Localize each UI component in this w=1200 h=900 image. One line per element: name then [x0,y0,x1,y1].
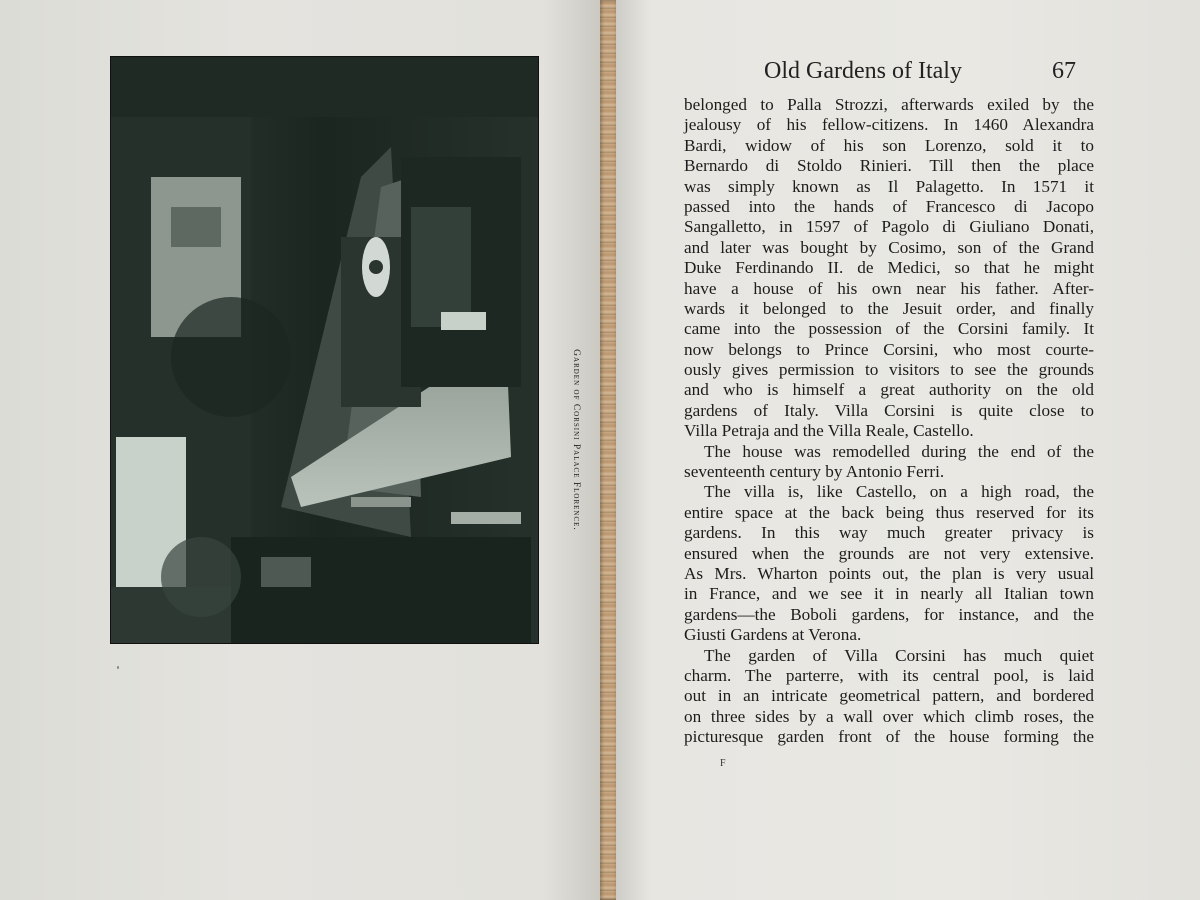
text-line: picturesque garden front of the house forming the [684,727,1094,747]
text-line: Bernardo di Stoldo Rinieri. Till then the place [684,156,1094,176]
paper-speck [117,666,119,669]
text-line: and later was bought by Cosimo, son of the Grand [684,237,1094,257]
plate-caption [567,220,581,660]
text-line: ously gives permission to visitors to see the grounds [684,360,1094,380]
garden-photo-image [111,57,538,643]
text-line: passed into the hands of Francesco di Jacopo [684,196,1094,216]
text-line: The villa is, like Castello, on a high road, the [704,482,1094,502]
signature-mark: F [720,758,726,769]
text-line: belonged to Palla Strozzi, afterwards exiled by the [684,95,1094,114]
text-line: The garden of Villa Corsini has much quiet [704,645,1094,665]
text-line: was simply known as Il Palagetto. In 1571 it [684,176,1094,196]
text-line: Bardi, widow of his son Lorenzo, sold it to [684,135,1094,155]
text-line: As Mrs. Wharton points out, the plan is very usual [684,563,1094,583]
text-line: out in an intricate geometrical pattern, and bordered [684,686,1094,706]
body-text [684,95,1094,748]
text-line: Giusti Gardens at Verona. [684,625,862,645]
text-line: and who is himself a great authority on the old [684,380,1094,400]
text-line: in France, and we see it in nearly all Italian town [684,584,1094,604]
text-line: now belongs to Prince Corsini, who most courte- [684,339,1094,359]
text-line: entire space at the back being thus reserved for its [684,502,1094,522]
text-line: Villa Petraja and the Villa Reale, Castello. [684,421,974,441]
running-head: Old Gardens of Italy [764,58,962,84]
text-line: seventeenth century by Antonio Ferri. [684,462,945,482]
text-line: gardens—the Boboli gardens, for instance, and the [684,604,1094,624]
text-line: gardens of Italy. Villa Corsini is quite close to [684,400,1094,420]
text-line: The house was remodelled during the end of the [704,441,1094,461]
text-line: have a house of his own near his father. After- [684,278,1094,298]
text-line: jealousy of his fellow-citizens. In 1460 Alexandra [684,115,1094,135]
page-number: 67 [1052,58,1076,84]
garden-photograph [110,56,539,644]
text-line: wards it belonged to the Jesuit order, and finally [684,298,1094,318]
text-line: gardens. In this way much greater privacy is [684,523,1094,543]
plate-caption-text: Garden of Corsini Palace Florence. [571,349,581,531]
text-line: Sangalletto, in 1597 of Pagolo di Giuliano Donati, [684,217,1094,237]
text-line: on three sides by a wall over which climb roses, the [684,706,1094,726]
text-line: ensured when the grounds are not very extensive. [684,543,1094,563]
text-line: charm. The parterre, with its central pool, is laid [684,665,1094,685]
text-line: Duke Ferdinando II. de Medici, so that he might [684,258,1094,278]
text-line: came into the possession of the Corsini family. It [684,319,1094,339]
